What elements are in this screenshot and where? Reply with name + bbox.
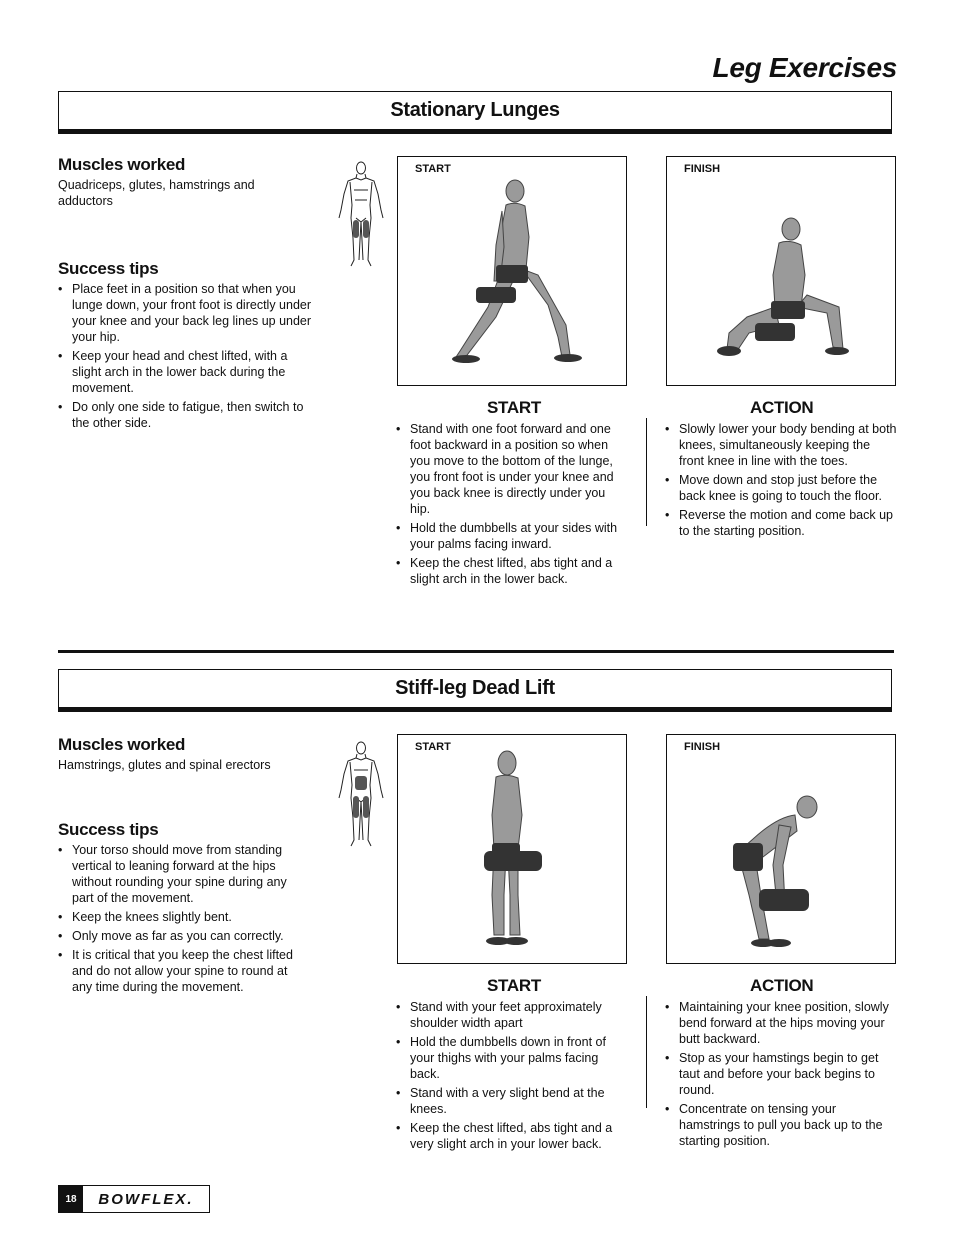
start-instructions	[396, 999, 628, 1155]
muscles-text: Hamstrings, glutes and spinal erectors	[58, 758, 271, 772]
photo-label: FINISH	[684, 741, 721, 753]
action-list	[665, 999, 897, 1149]
list-item: • Stand with one foot forward and one foot backward in a position so when you move to the bottom of the lunge, you front foot is under your knee and you back knee is directly under you hip.	[396, 421, 628, 517]
action-heading: ACTION	[750, 398, 814, 417]
muscles-panel	[58, 735, 323, 773]
photo-start-deadlift	[397, 734, 627, 964]
tips-panel	[58, 820, 323, 998]
page-footer	[58, 1185, 210, 1213]
start-heading: START	[487, 398, 541, 417]
photo-start-lunge	[397, 156, 627, 386]
page-number: 18	[59, 1186, 83, 1212]
column-divider	[646, 996, 647, 1108]
muscle-diagram-icon	[336, 740, 386, 848]
tips-list	[58, 842, 310, 995]
page-title: Leg Exercises	[712, 52, 897, 83]
list-item: • It is critical that you keep the chest lifted and do not allow your spine to round at any time during the movement.	[58, 947, 310, 995]
section-header-deadlift	[58, 669, 892, 712]
muscles-heading: Muscles worked	[58, 155, 186, 174]
column-divider	[646, 418, 647, 526]
list-item: • Keep the chest lifted, abs tight and a slight arch in the lower back.	[396, 555, 628, 587]
start-heading: START	[487, 976, 541, 995]
tips-list	[58, 281, 316, 431]
photo-finish-lunge	[666, 156, 896, 386]
muscles-text: Quadriceps, glutes, hamstrings and adductors	[58, 178, 255, 208]
section-header-lunges	[58, 91, 892, 134]
photo-label: FINISH	[684, 163, 721, 175]
deadlift-start-figure-icon	[398, 735, 628, 965]
photo-label: START	[415, 163, 451, 175]
lunge-start-figure-icon	[398, 157, 628, 387]
list-item: • Hold the dumbbells at your sides with your palms facing inward.	[396, 520, 628, 552]
list-item: • Only move as far as you can correctly.	[58, 928, 310, 944]
muscles-panel	[58, 155, 323, 209]
list-item: • Keep the knees slightly bent.	[58, 909, 310, 925]
tips-heading: Success tips	[58, 259, 159, 278]
list-item: • Hold the dumbbells down in front of your thighs with your palms facing back.	[396, 1034, 628, 1082]
muscles-heading: Muscles worked	[58, 735, 186, 754]
list-item: • Stop as your hamstings begin to get taut and before your back begins to round.	[665, 1050, 897, 1098]
section-title: Stationary Lunges	[390, 99, 560, 121]
action-heading: ACTION	[750, 976, 814, 995]
tips-panel	[58, 259, 323, 434]
tips-heading: Success tips	[58, 820, 159, 839]
list-item: • Stand with a very slight bend at the knees.	[396, 1085, 628, 1117]
list-item: • Keep your head and chest lifted, with a slight arch in the lower back during the movement.	[58, 348, 316, 396]
list-item: • Maintaining your knee position, slowly bend forward at the hips moving your butt backward.	[665, 999, 897, 1047]
start-list	[396, 999, 628, 1152]
list-item: • Reverse the motion and come back up to the starting position.	[665, 507, 897, 539]
start-instructions	[396, 421, 628, 590]
muscle-diagram-icon	[336, 160, 386, 268]
action-instructions	[665, 421, 897, 542]
list-item: • Your torso should move from standing vertical to leaning forward at the hips without rounding your spine during any part of the movement.	[58, 842, 310, 906]
list-item: • Keep the chest lifted, abs tight and a very slight arch in your lower back.	[396, 1120, 628, 1152]
list-item: • Place feet in a position so that when you lunge down, your front foot is directly under your knee and your back leg lines up under your hip.	[58, 281, 316, 345]
list-item: • Stand with your feet approximately shoulder width apart	[396, 999, 628, 1031]
photo-label: START	[415, 741, 451, 753]
list-item: • Move down and stop just before the back knee is going to touch the floor.	[665, 472, 897, 504]
action-list	[665, 421, 897, 539]
photo-finish-deadlift	[666, 734, 896, 964]
list-item: • Concentrate on tensing your hamstrings to pull you back up to the starting position.	[665, 1101, 897, 1149]
list-item: • Slowly lower your body bending at both knees, simultaneously keeping the front knee in line with the toes.	[665, 421, 897, 469]
section-title: Stiff-leg Dead Lift	[395, 677, 555, 699]
bowflex-logo: BOWFLEX.	[98, 1190, 194, 1208]
list-item: • Do only one side to fatigue, then switch to the other side.	[58, 399, 316, 431]
deadlift-finish-figure-icon	[667, 735, 897, 965]
action-instructions	[665, 999, 897, 1152]
start-list	[396, 421, 628, 587]
lunge-finish-figure-icon	[667, 157, 897, 387]
section-divider	[58, 650, 894, 653]
